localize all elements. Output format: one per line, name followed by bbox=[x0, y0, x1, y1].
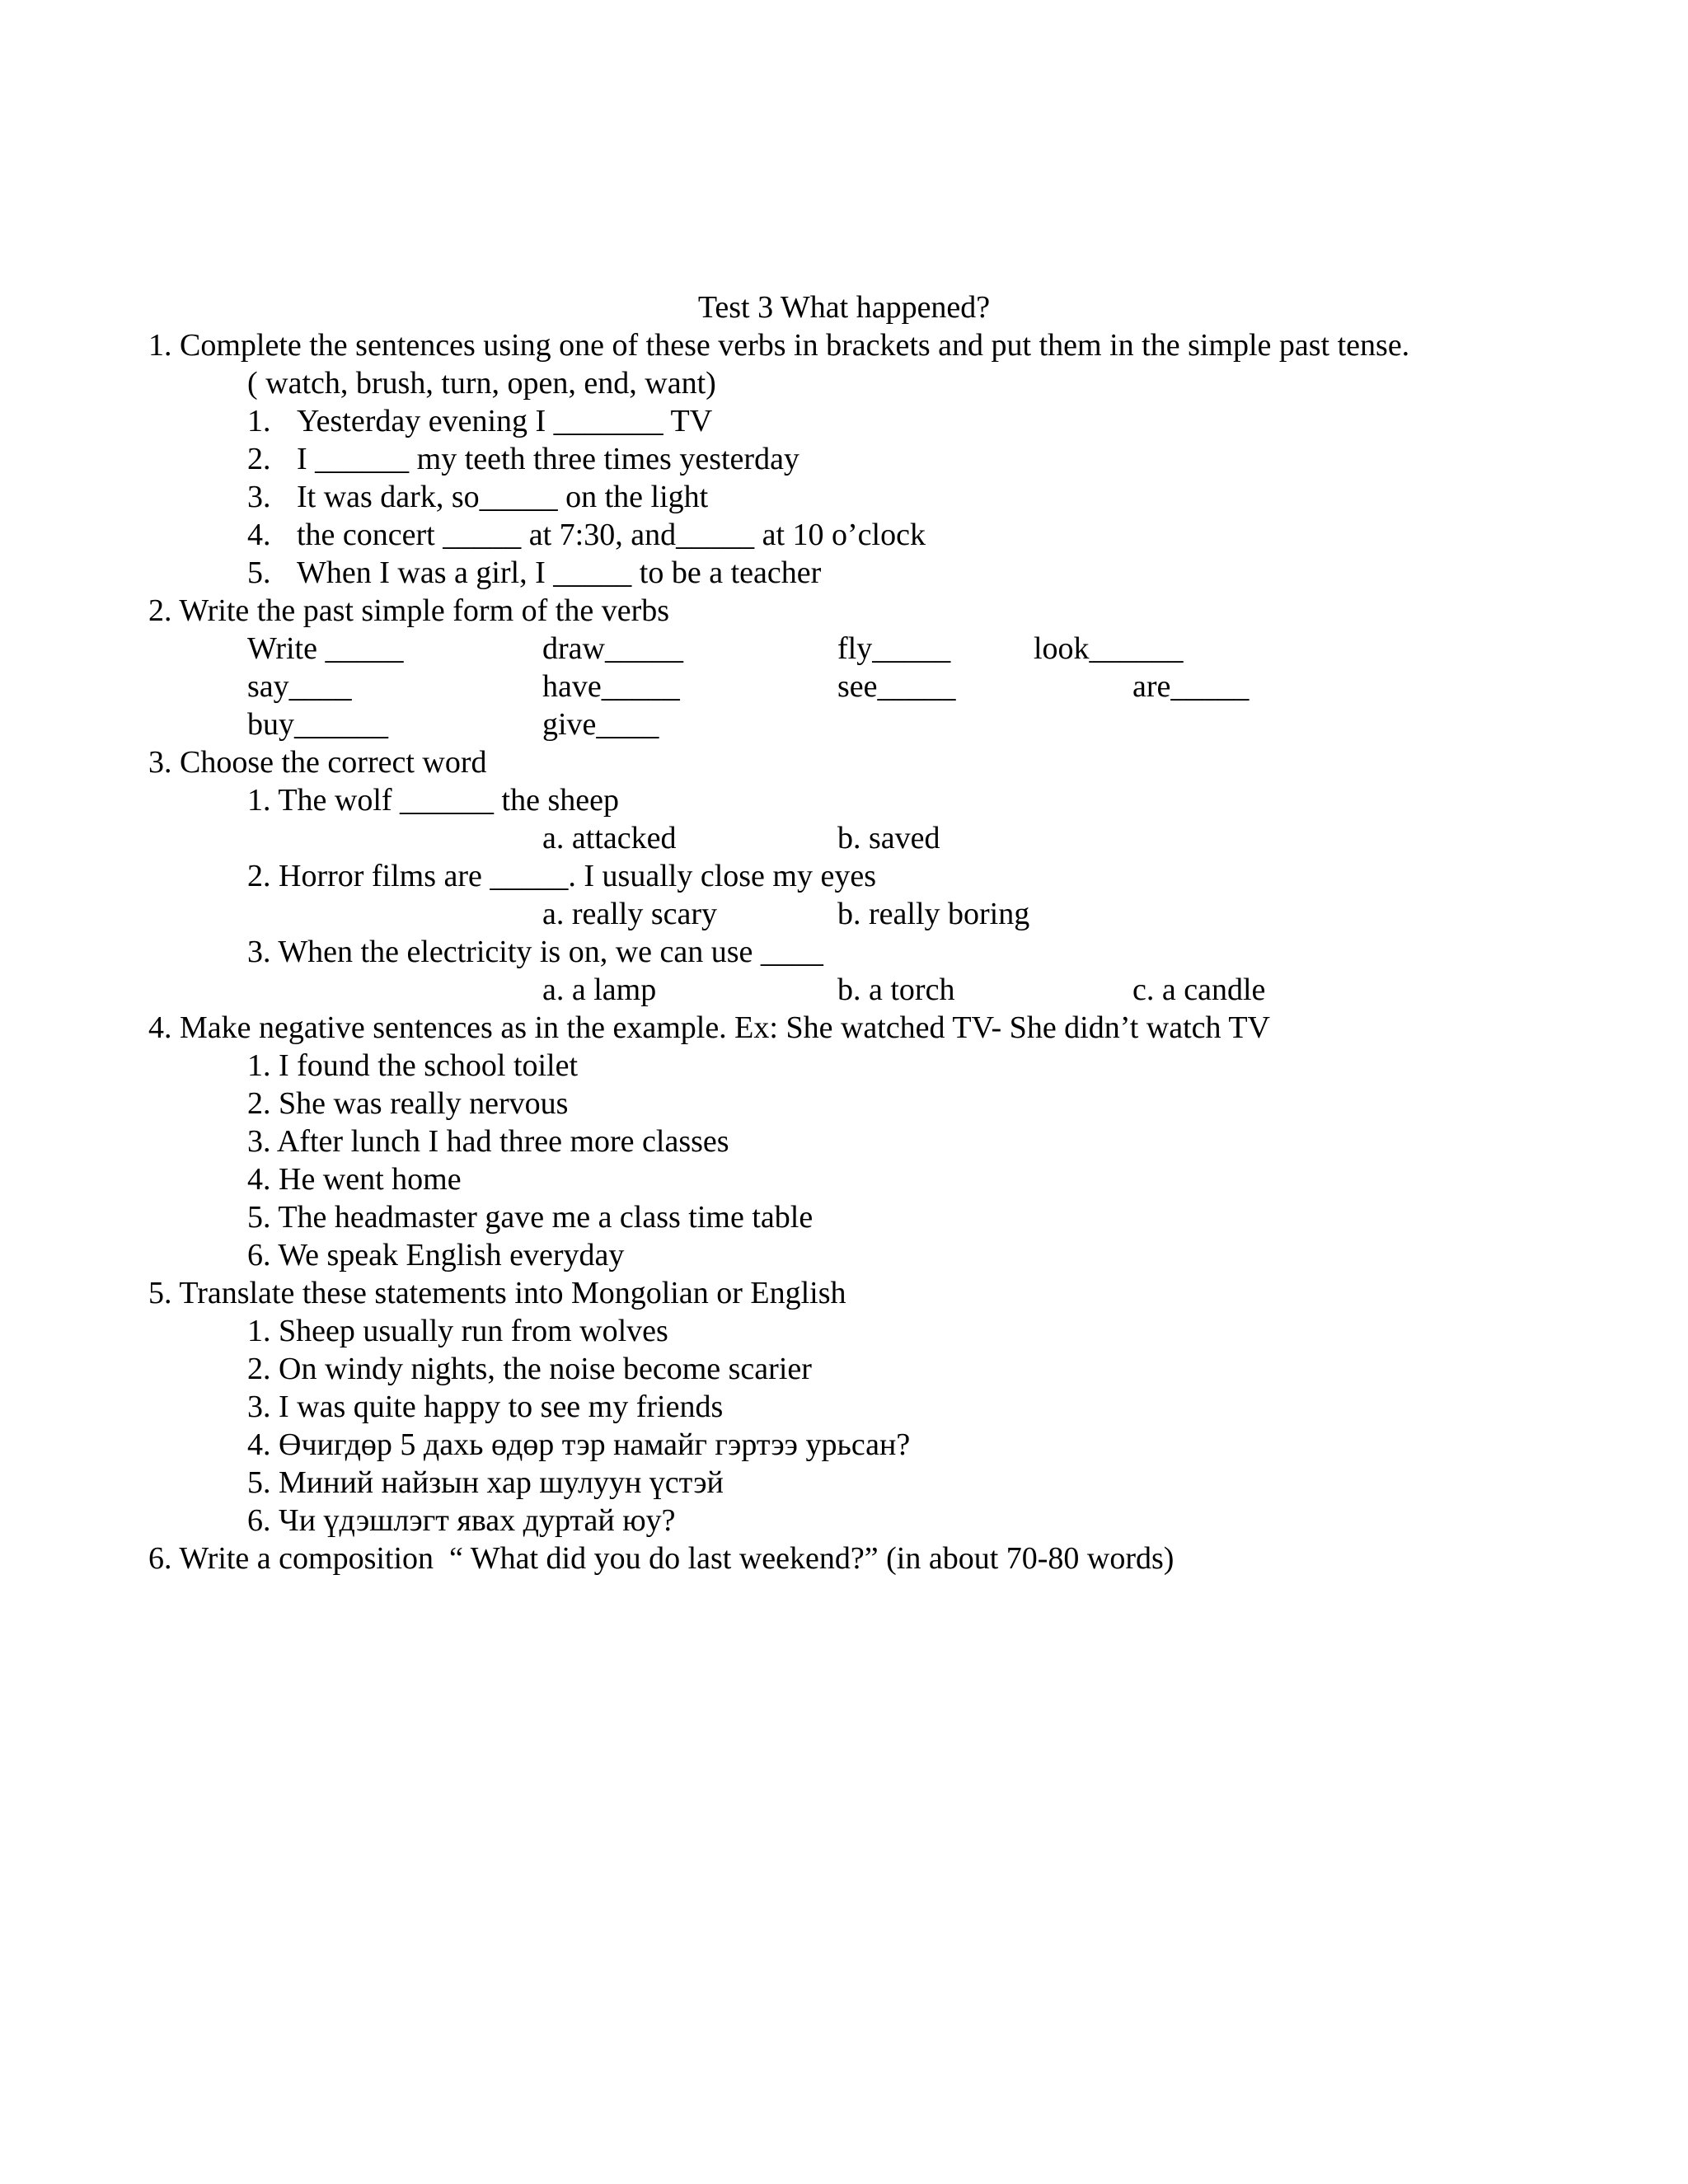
section-1-item-text: It was dark, so_____ on the light bbox=[297, 480, 709, 514]
section-1-verbs: ( watch, brush, turn, open, end, want) bbox=[247, 366, 716, 401]
list-item: 5. Миний найзын хар шулуун үстэй bbox=[247, 1465, 724, 1500]
verb-cell: draw_____ bbox=[542, 631, 683, 666]
verb-cell: have_____ bbox=[542, 669, 680, 704]
verb-cell: look______ bbox=[1034, 631, 1184, 666]
list-item: 1. I found the school toilet bbox=[247, 1048, 579, 1083]
list-item: 2. On windy nights, the noise become scarier bbox=[247, 1352, 812, 1386]
list-item: 2. She was really nervous bbox=[247, 1086, 569, 1121]
section-1-item-number: 4. bbox=[247, 518, 271, 552]
answer-option: a. attacked bbox=[542, 821, 677, 855]
question-text: 2. Horror films are _____. I usually close my eyes bbox=[247, 859, 876, 893]
answer-option: b. really boring bbox=[837, 897, 1030, 931]
list-item: 6. We speak English everyday bbox=[247, 1238, 625, 1272]
answer-option: a. a lamp bbox=[542, 972, 657, 1007]
verb-cell: see_____ bbox=[837, 669, 956, 704]
section-1-item-number: 5. bbox=[247, 555, 271, 590]
verb-cell: are_____ bbox=[1132, 669, 1250, 704]
section-1-item-number: 1. bbox=[247, 404, 271, 438]
section-1-item-text: Yesterday evening I _______ TV bbox=[297, 404, 713, 438]
section-1-heading: 1. Complete the sentences using one of these verbs in brackets and put them in the simple past tense. bbox=[148, 328, 1410, 363]
answer-option: b. a torch bbox=[837, 972, 955, 1007]
section-1-item-text: I ______ my teeth three times yesterday bbox=[297, 442, 799, 476]
verb-cell: say____ bbox=[247, 669, 352, 704]
section-6-heading: 6. Write a composition “ What did you do last weekend?” (in about 70-80 words) bbox=[148, 1541, 1175, 1576]
list-item: 5. The headmaster gave me a class time table bbox=[247, 1200, 814, 1235]
verb-cell: Write _____ bbox=[247, 631, 404, 666]
list-item: 3. I was quite happy to see my friends bbox=[247, 1390, 724, 1424]
answer-option: b. saved bbox=[837, 821, 940, 855]
list-item: 4. Өчигдөр 5 дахь өдөр тэр намайг гэртээ урьсан? bbox=[247, 1427, 911, 1462]
question-text: 1. The wolf ______ the sheep bbox=[247, 783, 619, 818]
section-4-heading: 4. Make negative sentences as in the example. Ex: She watched TV- She didn’t watch TV bbox=[148, 1010, 1270, 1045]
page-title: Test 3 What happened? bbox=[697, 290, 991, 325]
section-2-heading: 2. Write the past simple form of the verbs bbox=[148, 593, 670, 628]
section-1-item-text: When I was a girl, I _____ to be a teacher bbox=[297, 555, 822, 590]
answer-option: a. really scary bbox=[542, 897, 718, 931]
verb-cell: buy______ bbox=[247, 707, 388, 742]
list-item: 3. After lunch I had three more classes bbox=[247, 1124, 729, 1159]
section-3-heading: 3. Choose the correct word bbox=[148, 745, 487, 780]
section-1-item-text: the concert _____ at 7:30, and_____ at 10 o’clock bbox=[297, 518, 926, 552]
section-5-heading: 5. Translate these statements into Mongolian or English bbox=[148, 1276, 846, 1310]
list-item: 4. He went home bbox=[247, 1162, 462, 1197]
verb-cell: fly_____ bbox=[837, 631, 951, 666]
verb-cell: give____ bbox=[542, 707, 659, 742]
question-text: 3. When the electricity is on, we can use ____ bbox=[247, 935, 823, 969]
section-1-item-number: 2. bbox=[247, 442, 271, 476]
list-item: 1. Sheep usually run from wolves bbox=[247, 1314, 668, 1348]
answer-option: c. a candle bbox=[1132, 972, 1266, 1007]
list-item: 6. Чи үдэшлэгт явах дуртай юу? bbox=[247, 1503, 676, 1538]
section-1-item-number: 3. bbox=[247, 480, 271, 514]
